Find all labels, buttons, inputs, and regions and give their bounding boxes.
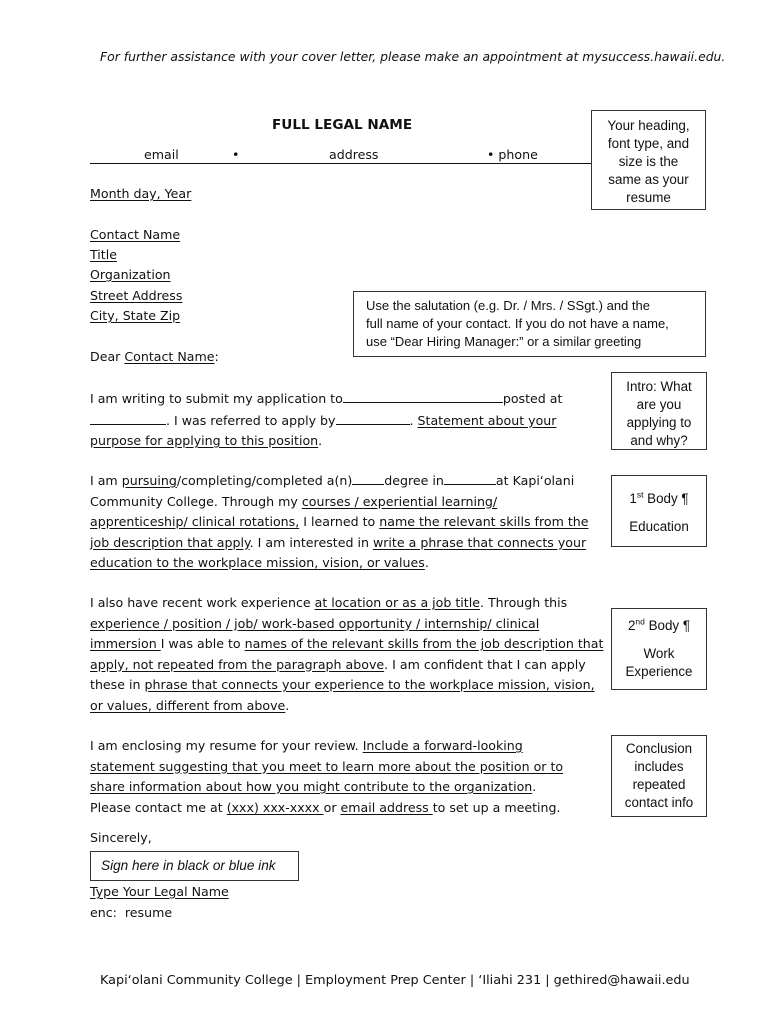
- salutation: Dear Contact Name:: [90, 349, 219, 364]
- blank-field[interactable]: [444, 470, 496, 485]
- blank-position[interactable]: [343, 388, 503, 403]
- note-conclusion: Conclusion includes repeated contact info: [611, 735, 707, 817]
- header-email: email: [144, 147, 179, 162]
- blank-source[interactable]: [90, 410, 166, 425]
- recipient-contact-name: Contact Name: [90, 227, 181, 242]
- blank-degree[interactable]: [352, 470, 384, 485]
- letter-date: Month day, Year: [90, 186, 192, 201]
- full-legal-name: FULL LEGAL NAME: [272, 117, 413, 133]
- recipient-title: Title: [90, 247, 117, 262]
- note-salutation: Use the salutation (e.g. Dr. / Mrs. / SSgt.) and the full name of your contact. If you do not have a name, use “Dear Hiring Manager:” or a similar greeting: [353, 291, 706, 357]
- enclosure-line: enc: resume: [90, 905, 173, 920]
- conclusion-paragraph: I am enclosing my resume for your review. Include a forward-looking statement suggesting that you meet to learn more about the position or to share information about how you might contribute to the organization. Please contact me at (xxx) xxx-xxxx or email address to set up a meeting.: [90, 738, 564, 815]
- header-address: address: [329, 147, 379, 162]
- note-intro: Intro: What are you applying to and why?: [611, 372, 707, 450]
- signature-box[interactable]: Sign here in black or blue ink: [90, 851, 299, 881]
- blank-referrer[interactable]: [336, 410, 410, 425]
- typed-legal-name: Type Your Legal Name: [90, 884, 229, 899]
- page-footer: Kapi‘olani Community College | Employment Prep Center | ‘Iliahi 231 | gethired@hawaii.edu: [100, 973, 690, 988]
- recipient-street: Street Address: [90, 288, 183, 303]
- note-body2: 2nd Body ¶ Work Experience: [611, 608, 707, 690]
- recipient-city: City, State Zip: [90, 308, 181, 323]
- recipient-organization: Organization: [90, 267, 171, 282]
- header-rule: [90, 163, 592, 164]
- assistance-note: For further assistance with your cover letter, please make an appointment at mysuccess.hawaii.edu.: [100, 49, 726, 64]
- body1-paragraph: I am pursuing/completing/completed a(n) degree in at Kapi‘olani Community College. Through my courses / experiential learning/ apprenticeship/ clinical rotations, I learned to name the relevant skills from the job description that apply. I am interested in write a phrase that connects your education to the workplace mission, vision, or values.: [90, 470, 589, 574]
- note-heading: Your heading, font type, and size is the same as your resume: [591, 110, 706, 210]
- note-body1: 1st Body ¶ Education: [611, 475, 707, 547]
- intro-paragraph: I am writing to submit my application to posted at . I was referred to apply by . Statement about your purpose for applying to this position.: [90, 388, 562, 452]
- closing-sincerely: Sincerely,: [90, 830, 152, 845]
- body2-paragraph: I also have recent work experience at location or as a job title. Through this experience / position / job/ work-based opportunity / internship/ clinical immersion I was able to names of the relevant skills from the job description that apply, not repeated from the paragraph above. I am confident that I can apply these in phrase that connects your experience to the workplace mission, vision, or values, different from above.: [90, 595, 604, 713]
- header-phone: • phone: [487, 147, 538, 162]
- header-bullet: •: [232, 147, 240, 162]
